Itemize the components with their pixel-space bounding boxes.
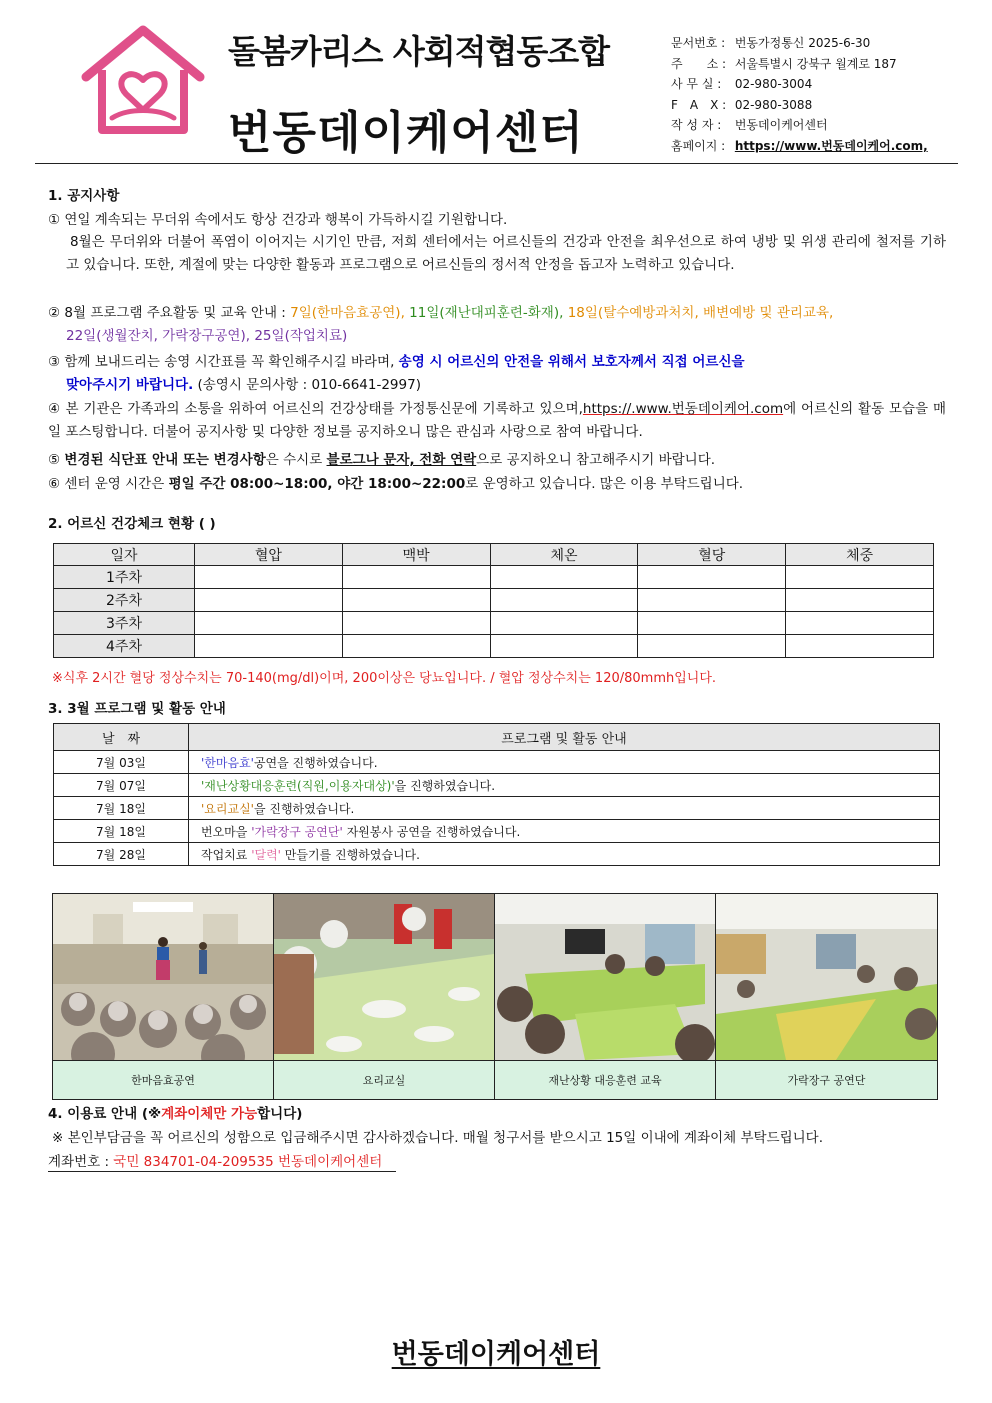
health-header-pulse: 맥박 (342, 544, 490, 566)
table-cell (342, 635, 490, 658)
program-desc: '재난상황대응훈련(직원,이용자대상)'을 진행하였습니다. (189, 774, 940, 797)
table-cell (195, 612, 343, 635)
program-desc: '요리교실'을 진행하였습니다. (189, 797, 940, 820)
table-cell (342, 612, 490, 635)
blog-link[interactable]: https://.www.번동데이케어.com (582, 401, 784, 417)
program-date: 7월 28일 (54, 843, 189, 866)
account-number-line: 계좌번호 : 국민 834701-04-209535 번동데이케어센터 (48, 1150, 396, 1172)
health-header-temperature: 체온 (490, 544, 638, 566)
disaster-training-photo-image (495, 894, 715, 1060)
notice-item-1-body: 8월은 무더위와 더불어 폭염이 이어지는 시기인 만큼, 저희 센터에서는 어르신들의 건강과 안전을 최우선으로 하여 냉방 및 위생 관리에 철저를 기하고 있습니다. 또한, 계절에 맞는 다양한 활동과 프로그램으로 어르신들의 정서적 안정을 돕고자 노력하고 있습니다. (66, 234, 946, 273)
notice-item-5: ⑤ 변경된 식단표 안내 또는 변경사항은 수시로 블로그나 문자, 전화 연락으로 공지하오니 참고해주시기 바랍니다. (48, 452, 716, 468)
table-cell (638, 589, 786, 612)
meta-doc-number: 문서번호 : 번동가정통신 2025-6-30 (671, 36, 871, 50)
table-cell (490, 612, 638, 635)
program-date: 7월 07일 (54, 774, 189, 797)
program-date: 7월 18일 (54, 797, 189, 820)
notice-item-3: ③ 함께 보내드리는 송영 시간표를 꼭 확인해주시길 바라며, 송영 시 어르신의 안전을 위해서 보호자께서 직접 어르신을 맞아주시기 바랍니다. (송영시 문의사항 : 010-6641-2997) (48, 354, 745, 393)
week-label: 2주차 (54, 589, 195, 612)
health-section-title: 2. 어르신 건강체크 현황 ( ) (48, 516, 216, 532)
program-table (53, 723, 940, 866)
performance-photo-image (53, 894, 273, 1060)
health-check-table (53, 543, 934, 658)
table-cell (638, 635, 786, 658)
notice-item-4: ④ 본 기관은 가족과의 소통을 위하여 어르신의 건강상태를 가정통신문에 기록하고 있으며,https://.www.번동데이케어.com에 어르신의 활동 모습을 매일 포스팅합니다. 더불어 공지사항 및 다양한 정보를 공지하오니 많은 관심과 사랑으로 참여 바랍니다. (48, 401, 946, 440)
meta-author: 작 성 자 : 번동데이케어센터 (671, 118, 828, 132)
table-cell (195, 589, 343, 612)
table-cell (786, 566, 934, 589)
photo-caption-disaster-training: 재난상황 대응훈련 교육 (495, 1060, 716, 1099)
program-section-title: 3. 3월 프로그램 및 활동 안내 (48, 701, 226, 717)
photo-cooking (274, 894, 495, 1060)
photo-caption-janggu: 가락장구 공연단 (716, 1060, 937, 1099)
homepage-link[interactable]: https://www.번동데이케어.com, (734, 138, 928, 153)
table-cell (490, 566, 638, 589)
program-header-date: 날 짜 (54, 724, 189, 751)
table-row (54, 751, 940, 774)
notice-item-1-intro: ① 연일 계속되는 무더위 속에서도 항상 건강과 행복이 가득하시길 기원합니다. (48, 212, 508, 228)
table-row (54, 843, 940, 866)
notice-section-title: 1. 공지사항 (48, 188, 120, 204)
week-label: 3주차 (54, 612, 195, 635)
activity-photo-strip (52, 893, 938, 1100)
table-cell (342, 566, 490, 589)
program-date: 7월 18일 (54, 820, 189, 843)
health-header-blood-sugar: 혈당 (638, 544, 786, 566)
table-cell (195, 566, 343, 589)
organization-name: 돌봄카리스 사회적협동조합 (228, 32, 610, 71)
table-cell (786, 589, 934, 612)
header-divider (35, 163, 958, 164)
week-label: 4주차 (54, 635, 195, 658)
center-logo-house-heart-icon (78, 22, 208, 142)
table-cell (786, 635, 934, 658)
meta-fax: F A X : 02-980-3088 (671, 97, 813, 112)
table-cell (786, 612, 934, 635)
table-cell (638, 612, 786, 635)
fee-deposit-instructions: ※ 본인부담금을 꼭 어르신의 성함으로 입금해주시면 감사하겠습니다. 매월 청구서를 받으시고 15일 이내에 계좌이체 부탁드립니다. (52, 1130, 823, 1146)
table-row (54, 566, 934, 589)
photo-performance (53, 894, 274, 1060)
janggu-photo-image (716, 894, 937, 1060)
photo-janggu-performance (716, 894, 937, 1060)
table-cell (195, 635, 343, 658)
table-row (54, 820, 940, 843)
table-row (54, 612, 934, 635)
center-name-title: 번동데이케어센터 (228, 106, 584, 159)
program-header-desc: 프로그램 및 활동 안내 (189, 724, 940, 751)
notice-item-6: ⑥ 센터 운영 시간은 평일 주간 08:00~18:00, 야간 18:00~22:00로 운영하고 있습니다. 많은 이용 부탁드립니다. (48, 476, 744, 492)
table-cell (490, 589, 638, 612)
notice-item-2: ② 8월 프로그램 주요활동 및 교육 안내 : 7일(한마음효공연), 11일(재난대피훈련-화재), 18일(탈수예방과처치, 배변예방 및 관리교육, 22일(생월잔치, 가락장구공연), 25일(작업치료) (48, 305, 834, 344)
health-header-blood-pressure: 혈압 (195, 544, 343, 566)
table-row (54, 589, 934, 612)
photo-disaster-training (495, 894, 716, 1060)
week-label: 1주차 (54, 566, 195, 589)
photo-caption-performance: 한마음효공연 (53, 1060, 274, 1099)
footer-center-name: 번동데이케어센터 (391, 1339, 601, 1370)
program-desc: 번오마을 '가락장구 공연단' 자원봉사 공연을 진행하였습니다. (189, 820, 940, 843)
table-row (54, 635, 934, 658)
document-meta (671, 33, 928, 156)
health-header-row (54, 544, 934, 566)
meta-homepage: 홈페이지 : https://www.번동데이케어.com, (671, 138, 928, 153)
meta-address: 주 소 : 서울특별시 강북구 월계로 187 (671, 56, 897, 71)
program-header-row (54, 724, 940, 751)
program-desc: 작업치료 '달력' 만들기를 진행하였습니다. (189, 843, 940, 866)
table-cell (638, 566, 786, 589)
program-date: 7월 03일 (54, 751, 189, 774)
cooking-photo-image (274, 894, 494, 1060)
health-header-date: 일자 (54, 544, 195, 566)
fee-section-title: 4. 이용료 안내 (※계좌이체만 가능합니다) (48, 1106, 303, 1122)
health-normal-range-note: ※식후 2시간 혈당 정상수치는 70-140(mg/dl)이며, 200이상은 당뇨입니다. / 혈압 정상수치는 120/80mmh입니다. (52, 671, 717, 686)
photo-caption-cooking: 요리교실 (274, 1060, 495, 1099)
meta-office-phone: 사 무 실 : 02-980-3004 (671, 77, 813, 91)
table-row (54, 774, 940, 797)
health-header-weight: 체중 (786, 544, 934, 566)
program-desc: '한마음효'공연을 진행하였습니다. (189, 751, 940, 774)
table-cell (490, 635, 638, 658)
table-row (54, 797, 940, 820)
table-cell (342, 589, 490, 612)
